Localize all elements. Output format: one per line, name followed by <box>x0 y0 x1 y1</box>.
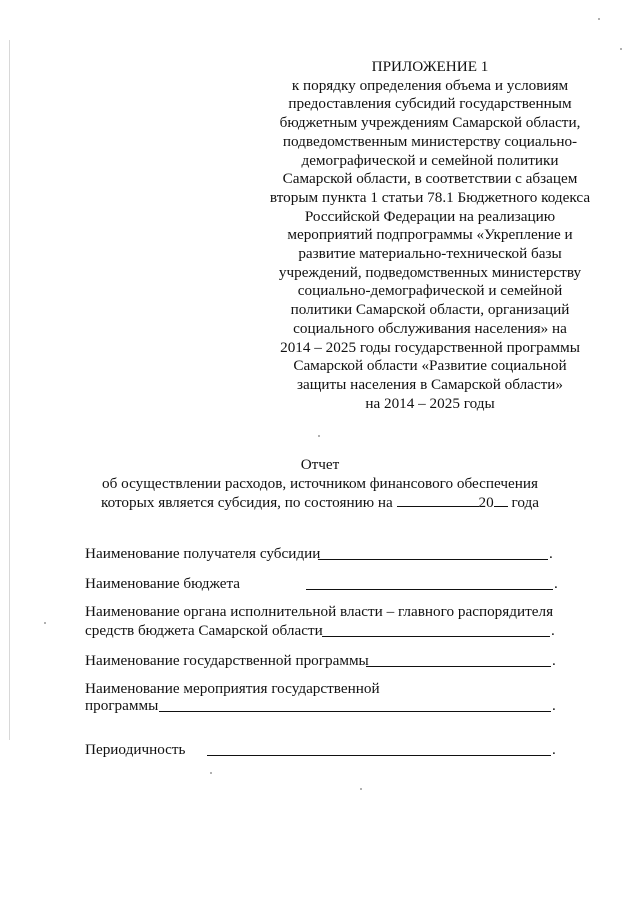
field-recipient-input[interactable] <box>318 545 548 560</box>
field-program <box>85 652 565 671</box>
field-event-label-line1: Наименование мероприятия государственной <box>85 680 380 697</box>
appendix-line: на 2014 – 2025 годы <box>365 394 495 412</box>
field-event-line2 <box>85 697 565 716</box>
field-terminator: . <box>552 741 556 758</box>
field-periodicity-input[interactable] <box>207 741 551 756</box>
appendix-line: Самарской области, в соответствии с абзацем <box>282 170 578 188</box>
appendix-line: предоставления субсидий государственным <box>288 95 572 113</box>
field-periodicity-label: Периодичность <box>85 741 186 758</box>
report-title: Отчет <box>300 456 340 473</box>
field-authority <box>85 603 565 622</box>
appendix-line: защиты населения в Самарской области» <box>296 375 563 393</box>
appendix-line: социально-демографической и семейной <box>297 282 563 300</box>
field-recipient <box>85 545 565 564</box>
field-event-input[interactable] <box>159 697 551 712</box>
date-blank[interactable] <box>397 493 479 507</box>
scan-speck <box>360 788 362 790</box>
field-budget-label: Наименование бюджета <box>85 575 241 592</box>
report-heading <box>70 456 570 513</box>
scan-speck <box>598 18 600 20</box>
scan-speck <box>620 48 622 50</box>
appendix-line: учреждений, подведомственных министерству <box>278 263 582 281</box>
scan-speck <box>318 435 320 437</box>
year-blank[interactable] <box>494 493 508 507</box>
field-authority-label-line2: средств бюджета Самарской области <box>85 622 323 639</box>
field-event <box>85 680 565 699</box>
field-terminator: . <box>554 575 558 592</box>
appendix-line: 2014 – 2025 годы государственной программы <box>280 338 580 356</box>
field-program-input[interactable] <box>366 652 551 667</box>
year-prefix: 20 <box>478 494 494 512</box>
field-recipient-label: Наименование получателя субсидии <box>85 545 321 562</box>
field-event-label-line2: программы <box>85 697 159 714</box>
appendix-line: вторым пункта 1 статьи 78.1 Бюджетного кодекса <box>269 188 591 206</box>
report-subtitle-line1: об осуществлении расходов, источником финансового обеспечения <box>101 474 539 492</box>
appendix-header <box>262 58 598 413</box>
scan-speck <box>210 772 212 774</box>
appendix-title: ПРИЛОЖЕНИЕ 1 <box>371 58 489 75</box>
scan-speck <box>44 622 46 624</box>
field-authority-line2 <box>85 622 565 641</box>
appendix-line: политики Самарской области, организаций <box>290 301 570 319</box>
field-budget-input[interactable] <box>306 575 553 590</box>
appendix-line: развитие материально-технической базы <box>298 245 562 263</box>
appendix-text <box>262 77 598 414</box>
appendix-line: к порядку определения объема и условиям <box>291 76 569 94</box>
field-budget <box>85 575 565 594</box>
report-subtitle-line2 <box>70 493 570 513</box>
appendix-line: бюджетным учреждениям Самарской области, <box>279 114 581 132</box>
appendix-line: Российской Федерации на реализацию <box>304 207 556 225</box>
report-date-text: которых является субсидия, по состоянию на <box>100 494 393 512</box>
field-periodicity <box>85 741 565 760</box>
field-authority-input[interactable] <box>322 622 550 637</box>
scan-edge-mark <box>9 40 10 740</box>
field-authority-label-line1: Наименование органа исполнительной власти – главного распорядителя <box>85 603 554 620</box>
field-terminator: . <box>551 622 555 639</box>
field-terminator: . <box>552 697 556 714</box>
field-terminator: . <box>552 652 556 669</box>
appendix-line: Самарской области «Развитие социальной <box>293 357 567 375</box>
appendix-line: социального обслуживания населения» на <box>293 319 567 337</box>
year-suffix: года <box>511 494 540 512</box>
appendix-line: демографической и семейной политики <box>301 151 559 169</box>
appendix-line: подведомственным министерству социально- <box>282 132 578 150</box>
appendix-line: мероприятий подпрограммы «Укрепление и <box>287 226 573 244</box>
field-program-label: Наименование государственной программы <box>85 652 369 669</box>
field-terminator: . <box>549 545 553 562</box>
